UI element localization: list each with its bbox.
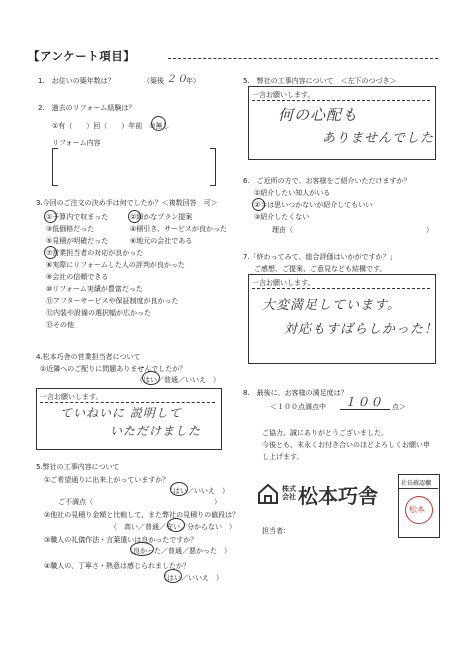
q3-item-5: ⑤見積が明確だった bbox=[46, 237, 109, 245]
q3-item-3: ③低価格だった bbox=[46, 225, 95, 233]
company-logo bbox=[252, 478, 382, 510]
q2-content-label: リフォーム内容 bbox=[52, 139, 101, 147]
title-rule bbox=[168, 58, 438, 59]
q4-comment-line2: いただけました bbox=[110, 424, 202, 438]
q8-prefix: ＜１００点満点中 bbox=[270, 403, 326, 411]
q2-label: 2. 過去のリフォーム経験は？ bbox=[38, 104, 136, 112]
q6-reason-close: ） bbox=[426, 226, 433, 234]
q5-label: 5.弊社の工事内容について bbox=[36, 463, 120, 471]
q3-item-10: ⑩リフォーム実績が豊富だった bbox=[46, 285, 143, 293]
q1-suffix: 年） bbox=[186, 77, 200, 85]
q5c-comment-line2: ありませんでした bbox=[322, 131, 435, 146]
q5-s3-answer: （良かった／普通／悪かった ） bbox=[126, 547, 231, 555]
q3-label: 3.今回のご注文の決め手は何でしたか？＜複数回答 可＞ bbox=[36, 199, 218, 207]
q6-option-3: ③紹介したくない bbox=[254, 213, 310, 221]
q4-comment-line1: ていねいに 説明して bbox=[60, 406, 182, 420]
q4-answer-circle bbox=[142, 371, 160, 385]
q4-comment-label: 一言お願いします。 bbox=[40, 393, 103, 401]
q5-s1-answer: （はい／いいえ ） bbox=[166, 487, 229, 495]
q2-bracket-left bbox=[52, 148, 58, 186]
q5-s1: ①ご希望通りに出来上がっていますか？ bbox=[44, 476, 170, 484]
q2-bracket-right bbox=[210, 148, 216, 186]
q4-sub: ①近隣へのご配りに問題ありませんでしたか？ bbox=[40, 365, 187, 373]
approval-seal-text: 松本 bbox=[409, 505, 425, 514]
q5-s1-complaint: ご不満点（ bbox=[58, 498, 93, 506]
q3-item-1: ①予算内で収まった bbox=[46, 213, 109, 221]
thanks-line1: ご協力、誠にありがとうございました。 bbox=[262, 429, 388, 437]
q1-prefix: （築後 bbox=[143, 77, 164, 85]
q5-s1-circle bbox=[170, 482, 188, 496]
q3-item-11: ⑪アフターサービスや保証制度が良かった bbox=[46, 297, 179, 305]
q5-s2: ②他社の見積り金額と比較して、また弊社の見積りの値段は？ bbox=[44, 511, 240, 519]
company-name-small: 株式会社 bbox=[282, 484, 296, 501]
q5-s4-circle bbox=[164, 569, 182, 583]
q6-label: 6. ご近所の方で、お客様をご紹介いただけますか？ bbox=[243, 177, 411, 185]
q7-comment-line2: 対応もすばらしかった！ bbox=[284, 322, 439, 337]
q7-label: 7.「終わってみて、総合評価はいかがですか？」 bbox=[243, 253, 397, 261]
approval-seal bbox=[405, 496, 433, 524]
q1-label: 1. お住いの築年数は？ bbox=[38, 77, 115, 85]
thanks-line3: し上げます。 bbox=[262, 453, 304, 461]
q2-selected-circle bbox=[151, 116, 166, 131]
q7-sub: ご感想、ご提案、ご意見なども結構です。 bbox=[254, 265, 387, 273]
q8-suffix: 点＞ bbox=[392, 403, 406, 411]
q6-reason: 理由（ bbox=[272, 226, 293, 234]
q3-item-2: ②細かなプラン提案 bbox=[130, 213, 193, 221]
q3-circle-7 bbox=[44, 246, 57, 259]
q5-s4: ④職人の、丁寧さ・熱意は感じられましたか？ bbox=[44, 562, 190, 570]
q8-underline bbox=[340, 409, 390, 410]
q1-value: ２０ bbox=[166, 74, 188, 85]
q5c-comment-line1: 何の心配も bbox=[278, 106, 359, 124]
page-title: 【アンケート項目】 bbox=[28, 49, 136, 63]
approval-divider bbox=[398, 488, 438, 489]
staff-label: 担当者： bbox=[262, 527, 290, 535]
q4-answer: （はい／普通／いいえ ） bbox=[136, 376, 220, 384]
thanks-line2: 今後とも、末永くお付き合いのほどよろしくお願い申 bbox=[262, 441, 430, 449]
q3-circle-1 bbox=[44, 210, 57, 223]
q5-s2-answer: （ 高い／普通／安い／分からない ） bbox=[110, 523, 236, 531]
approval-label: 社長確認欄 bbox=[401, 480, 432, 487]
q3-item-7: ⑦営業担当者の対応が良かった bbox=[46, 249, 144, 257]
q3-item-8: ⑧実際にリフォームした人の評判が良かった bbox=[46, 261, 185, 269]
q5-s1-complaint-close: ） bbox=[214, 498, 221, 506]
q6-option-2: ②今は思いつかないが紹介してもいい bbox=[254, 201, 373, 209]
q5c-comment-rule bbox=[252, 100, 430, 101]
q8-label: 8. 最後に、お客様の満足度は？ bbox=[243, 389, 348, 397]
q3-item-13: ⑬その他 bbox=[46, 321, 74, 329]
q2-options: ①有（ ）回（ ）年前 ②無し bbox=[52, 122, 170, 130]
q5-s3-circle bbox=[130, 542, 154, 556]
q7-comment-line1: 大変満足しています。 bbox=[262, 298, 401, 313]
q3-item-9: ⑨会社の信頼できる bbox=[46, 273, 109, 281]
q3-item-12: ⑫内装や設備の選択幅が広かった bbox=[46, 309, 151, 317]
q6-option-2-circle bbox=[252, 198, 265, 211]
q4-comment-rule bbox=[40, 402, 215, 403]
q8-value: １００ bbox=[344, 395, 384, 409]
q7-comment-rule bbox=[252, 288, 430, 289]
house-icon bbox=[256, 482, 280, 506]
q3-item-6: ⑥地元の会社である bbox=[130, 237, 193, 245]
q5c-comment-label: 一言お願いします。 bbox=[252, 91, 315, 99]
q4-label: 4.松本巧舎の営業担当者について bbox=[36, 353, 141, 361]
q5-s3: ③職人の礼儀作法・言葉遣いは良かったですか？ bbox=[44, 536, 198, 544]
q3-circle-2 bbox=[128, 210, 141, 223]
q5c-label: 5. 弊社の工事内容について ＜左下のつづき＞ bbox=[243, 77, 397, 85]
q5-s4-answer: （はい／いいえ ） bbox=[160, 574, 223, 582]
q3-item-4: ④積引き、サービスが良かった bbox=[130, 225, 227, 233]
company-name: 松本巧舎 bbox=[298, 484, 378, 508]
q6-option-1: ①紹介したい知人がいる bbox=[254, 189, 331, 197]
q5-s2-circle bbox=[167, 518, 185, 532]
q7-comment-label: 一言お願いします。 bbox=[252, 279, 315, 287]
